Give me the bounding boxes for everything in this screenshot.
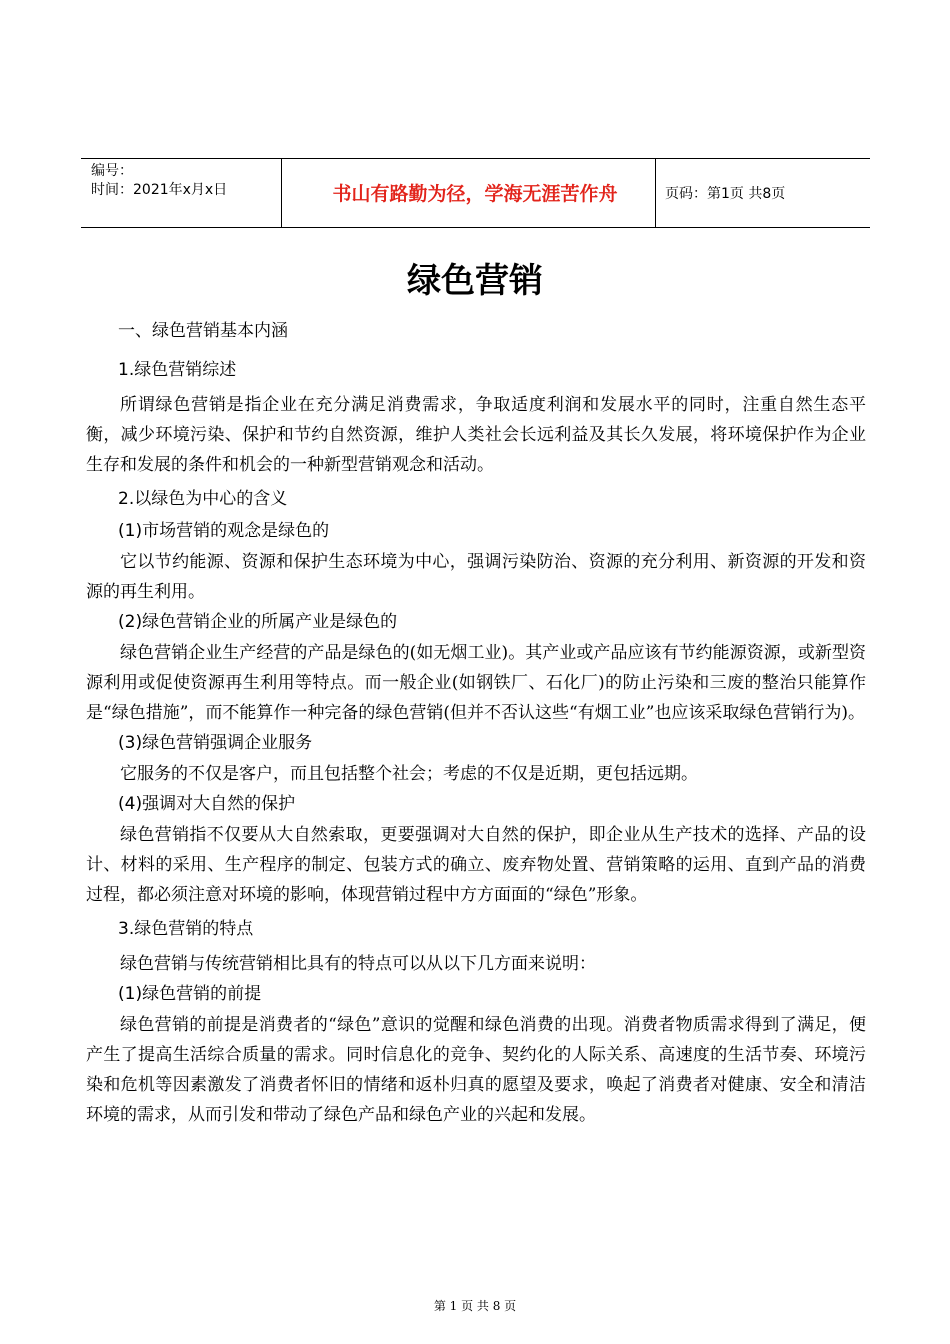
document-number-label: 编号： bbox=[91, 163, 133, 179]
header-meta bbox=[91, 162, 227, 200]
subsection-heading: 2.以绿色为中心的含义 bbox=[118, 489, 288, 509]
item-heading: (3)绿色营销强调企业服务 bbox=[118, 733, 313, 753]
subsection-heading: 1.绿色营销综述 bbox=[118, 360, 237, 380]
document-body bbox=[86, 312, 866, 1130]
item-heading: (1)绿色营销的前提 bbox=[118, 984, 262, 1004]
header-divider bbox=[655, 159, 656, 227]
header-divider bbox=[281, 159, 282, 227]
body-paragraph: 绿色营销的前提是消费者的“绿色”意识的觉醒和绿色消费的出现。消费者物质需求得到了满足，便产生了提高生活综合质量的需求。同时信息化的竞争、契约化的人际关系、高速度的生活节奏、环境污染和危机等因素激发了消费者怀旧的情绪和返朴归真的愿望及要求，唤起了消费者对健康、安全和清洁环境的需求，从而引发和带动了绿色产品和绿色产业的兴起和发展。 bbox=[86, 1015, 866, 1125]
item-heading: (4)强调对大自然的保护 bbox=[118, 794, 296, 814]
page-header bbox=[81, 158, 870, 228]
document-date-label: 时间：2021年x月x日 bbox=[91, 182, 228, 198]
item-heading: (1)市场营销的观念是绿色的 bbox=[118, 521, 330, 541]
body-paragraph: 它服务的不仅是客户，而且包括整个社会；考虑的不仅是近期，更包括远期。 bbox=[120, 764, 698, 784]
header-page-number: 页码：第1页 共8页 bbox=[665, 186, 786, 202]
item-heading: (2)绿色营销企业的所属产业是绿色的 bbox=[118, 612, 398, 632]
section-heading: 一、绿色营销基本内涵 bbox=[118, 321, 288, 341]
document-title: 绿色营销 bbox=[407, 261, 543, 301]
subsection-heading: 3.绿色营销的特点 bbox=[118, 919, 254, 939]
body-paragraph: 绿色营销企业生产经营的产品是绿色的(如无烟工业)。其产业或产品应该有节约能源资源，或新型资源利用或促使资源再生利用等特点。而一般企业(如钢铁厂、石化厂)的防止污染和三废的整治只能算作是“绿色措施”，而不能算作一种完备的绿色营销(但并不否认这些“有烟工业”也应该采取绿色营销行为)。 bbox=[86, 643, 866, 723]
body-paragraph: 它以节约能源、资源和保护生态环境为中心，强调污染防治、资源的充分利用、新资源的开发和资源的再生利用。 bbox=[86, 552, 866, 602]
page-footer: 第 1 页 共 8 页 bbox=[433, 1299, 517, 1313]
header-motto: 书山有路勤为径，学海无涯苦作舟 bbox=[332, 183, 618, 205]
body-paragraph: 绿色营销指不仅要从大自然索取，更要强调对大自然的保护，即企业从生产技术的选择、产品的设计、材料的采用、生产程序的制定、包装方式的确立、废弃物处置、营销策略的运用、直到产品的消费过程，都必须注意对环境的影响，体现营销过程中方方面面的“绿色”形象。 bbox=[86, 825, 866, 905]
body-paragraph: 所谓绿色营销是指企业在充分满足消费需求，争取适度利润和发展水平的同时，注重自然生态平衡，减少环境污染、保护和节约自然资源，维护人类社会长远利益及其长久发展，将环境保护作为企业生存和发展的条件和机会的一种新型营销观念和活动。 bbox=[86, 395, 866, 475]
body-paragraph: 绿色营销与传统营销相比具有的特点可以从以下几方面来说明： bbox=[120, 954, 596, 974]
